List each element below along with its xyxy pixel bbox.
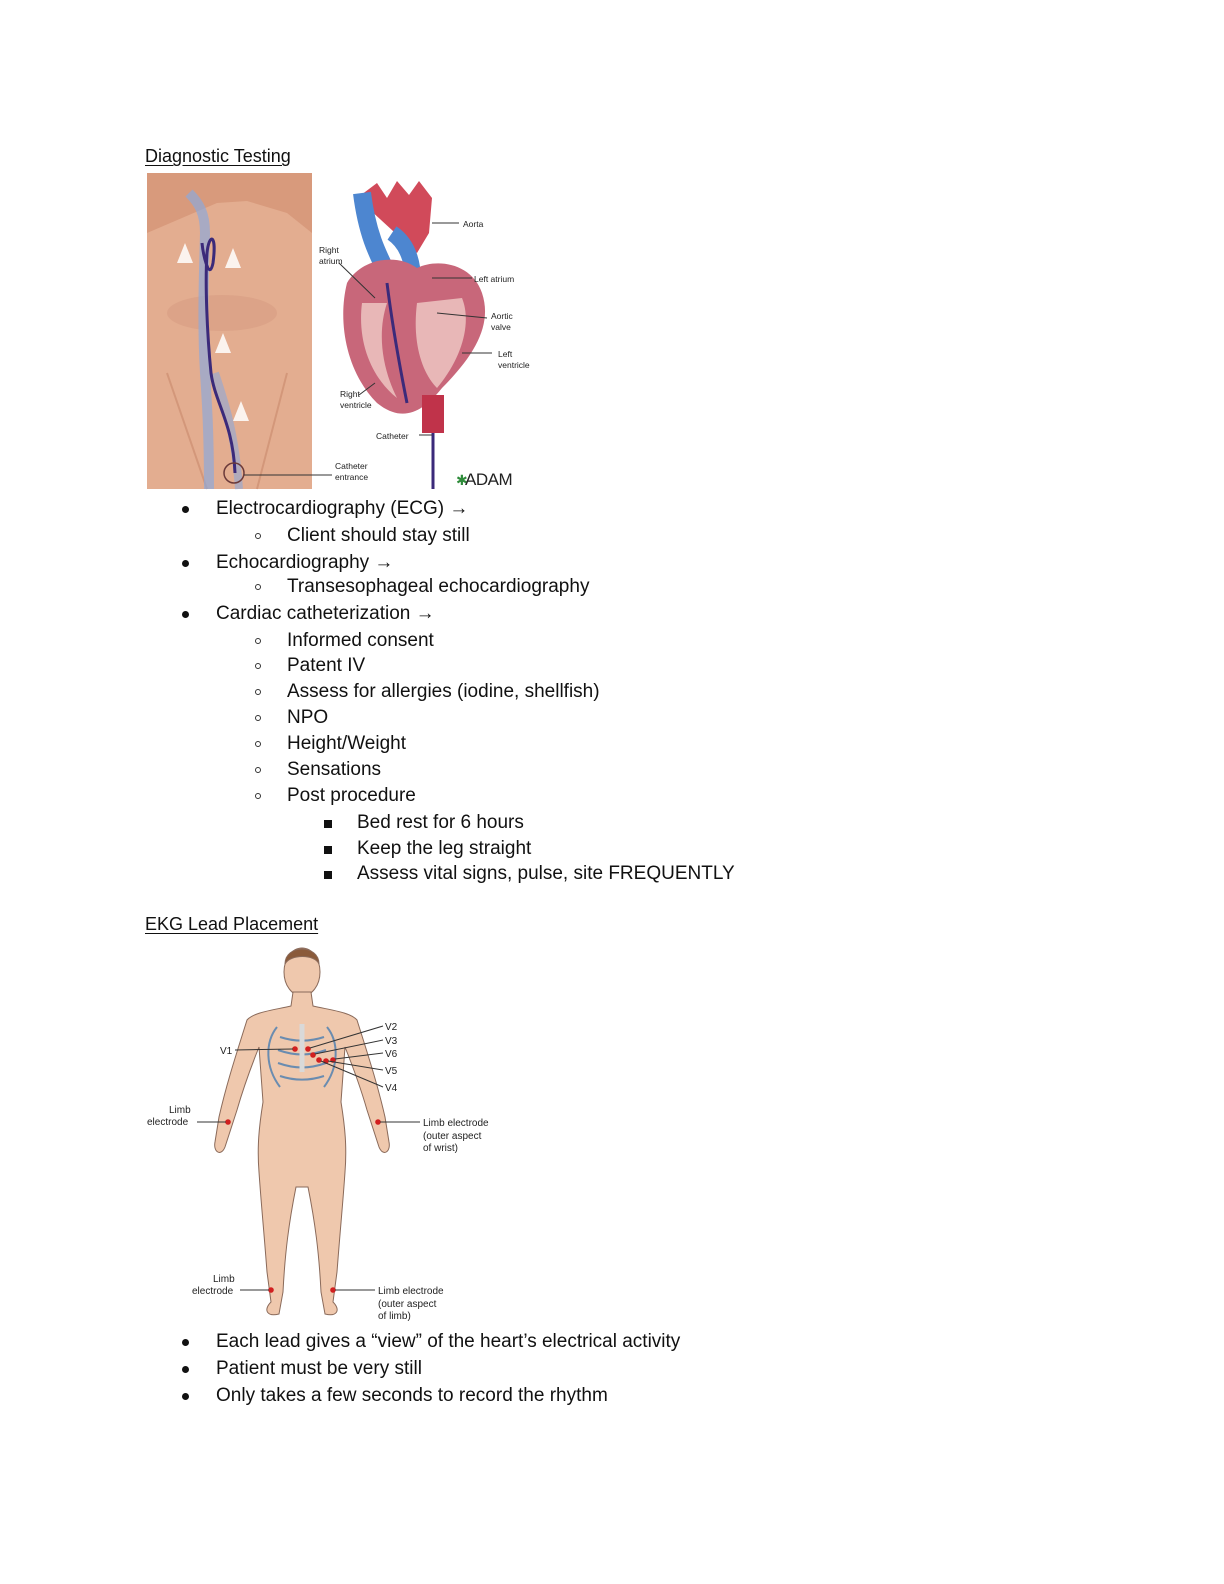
section-heading-diagnostic-testing: Diagnostic Testing [145, 146, 291, 166]
label-v4: V4 [385, 1083, 398, 1094]
list-item: NPO [287, 707, 329, 728]
electrode-v3 [310, 1052, 316, 1058]
label-right-atrium-2: atrium [319, 256, 343, 266]
label-limb-electrode-arm-right: Limb electrode [423, 1118, 489, 1129]
ekg-lead-placement-illustration [145, 942, 505, 1327]
label-limb-electrode-leg-right-2: (outer aspect [378, 1299, 437, 1310]
list-item: Echocardiography → [216, 552, 394, 573]
electrode-left-ankle [330, 1287, 336, 1293]
bullet-hollow-icon [255, 767, 261, 773]
label-left-atrium: Left atrium [474, 274, 515, 284]
label-limb-electrode-arm-left: Limb [169, 1105, 191, 1116]
electrode-v1 [292, 1046, 298, 1052]
bullet-hollow-icon [255, 638, 261, 644]
list-item: Electrocardiography (ECG) → [216, 498, 469, 519]
list-item: Assess for allergies (iodine, shellfish) [287, 681, 600, 702]
bullet-hollow-icon [255, 663, 261, 669]
bullet-square-icon [324, 820, 332, 828]
label-v1: V1 [220, 1046, 233, 1057]
label-v3: V3 [385, 1036, 398, 1047]
list-item: Keep the leg straight [357, 838, 532, 859]
label-v2: V2 [385, 1022, 398, 1033]
label-catheter-entrance-2: entrance [335, 472, 369, 482]
label-limb-electrode-arm-left-2: electrode [147, 1117, 189, 1128]
label-left-ventricle: Left [498, 349, 513, 359]
electrode-v2 [305, 1046, 311, 1052]
electrode-right-ankle [268, 1287, 274, 1293]
list-item: Transesophageal echocardiography [287, 576, 590, 597]
label-right-ventricle: Right [340, 389, 360, 399]
list-item: Assess vital signs, pulse, site FREQUENTLY [357, 863, 735, 884]
label-aortic-valve-2: valve [491, 322, 511, 332]
bullet-hollow-icon [255, 689, 261, 695]
label-aorta: Aorta [463, 219, 484, 229]
list-item: Height/Weight [287, 733, 406, 754]
label-limb-electrode-arm-right-2: (outer aspect [423, 1131, 482, 1142]
list-item: Informed consent [287, 630, 434, 651]
label-right-ventricle-2: ventricle [340, 400, 372, 410]
list-item: Bed rest for 6 hours [357, 812, 524, 833]
label-aortic-valve: Aortic [491, 311, 513, 321]
label-left-ventricle-2: ventricle [498, 360, 530, 370]
adam-logo-mark-icon: ✱ [456, 472, 468, 488]
label-right-atrium: Right [319, 245, 339, 255]
bullet-hollow-icon [255, 584, 261, 590]
bullet-icon [182, 1393, 189, 1400]
list-item: Client should stay still [287, 525, 470, 546]
label-limb-electrode-leg-left-2: electrode [192, 1286, 234, 1297]
label-limb-electrode-arm-right-3: of wrist) [423, 1143, 458, 1154]
list-item: Each lead gives a “view” of the heart’s electrical activity [216, 1331, 681, 1352]
list-item: Cardiac catheterization → [216, 603, 435, 624]
label-limb-electrode-leg-right: Limb electrode [378, 1286, 444, 1297]
bullet-icon [182, 1339, 189, 1346]
bullet-hollow-icon [255, 715, 261, 721]
bullet-square-icon [324, 846, 332, 854]
section-heading-ekg-lead-placement: EKG Lead Placement [145, 914, 319, 934]
electrode-left-wrist [375, 1119, 381, 1125]
list-item: Patient must be very still [216, 1358, 422, 1379]
human-figure [215, 948, 390, 1315]
label-v6: V6 [385, 1049, 398, 1060]
electrode-right-wrist [225, 1119, 231, 1125]
list-item: Only takes a few seconds to record the rhythm [216, 1385, 608, 1406]
list-item: Patent IV [287, 655, 366, 676]
bullet-square-icon [324, 871, 332, 879]
bullet-icon [182, 611, 189, 618]
electrode-v4 [316, 1057, 322, 1063]
bullet-hollow-icon [255, 533, 261, 539]
list-item: Post procedure [287, 785, 416, 806]
cardiac-catheterization-illustration [147, 173, 547, 491]
bullet-hollow-icon [255, 741, 261, 747]
label-catheter-entrance: Catheter [335, 461, 368, 471]
label-limb-electrode-leg-right-3: of limb) [378, 1311, 411, 1322]
list-item: Sensations [287, 759, 382, 780]
bullet-hollow-icon [255, 793, 261, 799]
label-catheter: Catheter [376, 431, 409, 441]
label-limb-electrode-leg-left: Limb [213, 1274, 235, 1285]
bullet-icon [182, 1366, 189, 1373]
adam-logo: ADAM [465, 470, 513, 489]
bullet-icon [182, 506, 189, 513]
label-v5: V5 [385, 1066, 398, 1077]
bullet-icon [182, 560, 189, 567]
